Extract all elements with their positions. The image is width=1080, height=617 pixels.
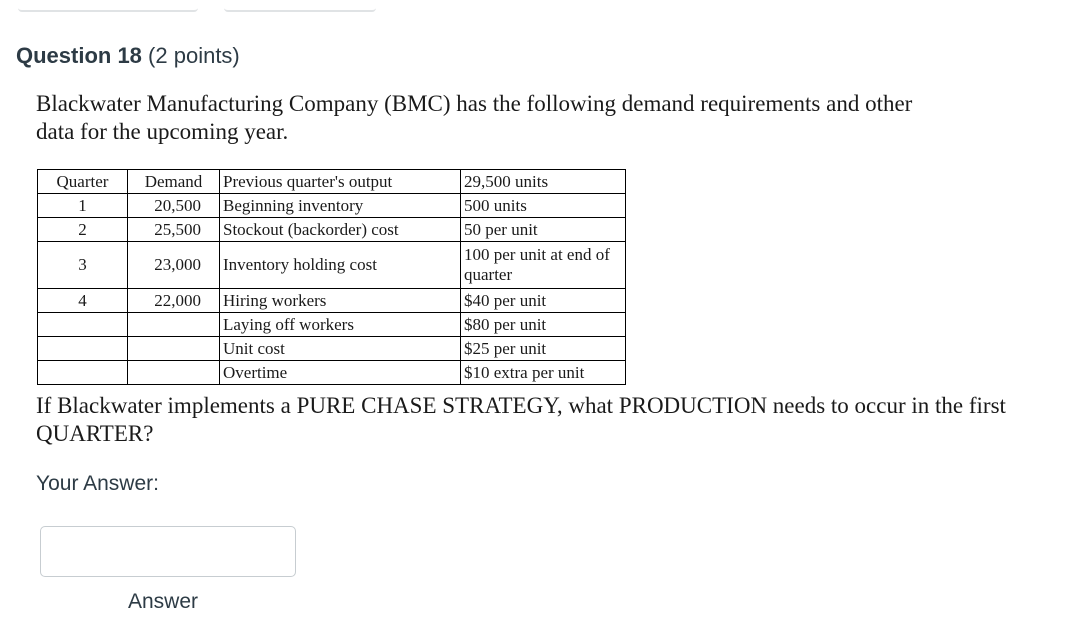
your-answer-label: Your Answer: [36, 472, 159, 495]
empty-cell [128, 361, 220, 385]
empty-cell [128, 337, 220, 361]
follow-up-question: If Blackwater implements a PURE CHASE STRATEGY, what PRODUCTION needs to occur in the first QUARTER? [36, 393, 1006, 446]
question-text: Blackwater Manufacturing Company (BMC) has the following demand requirements and other data for the upcoming year. [36, 91, 913, 144]
question-header [16, 43, 240, 69]
cost-label: Previous quarter's output [220, 170, 461, 194]
cost-label: Hiring workers [220, 289, 461, 313]
question-points: (2 points) [148, 43, 240, 68]
demand-cell: 22,000 [128, 289, 220, 313]
cost-label: Laying off workers [220, 313, 461, 337]
cost-value: $25 per unit [461, 337, 626, 361]
cost-value: 29,500 units [461, 170, 626, 194]
empty-cell [38, 361, 128, 385]
table-row [38, 194, 626, 218]
cost-label: Inventory holding cost [220, 242, 461, 289]
table-row [38, 289, 626, 313]
top-divider-left [18, 0, 198, 12]
cost-label: Overtime [220, 361, 461, 385]
empty-cell [128, 313, 220, 337]
demand-cell: 23,000 [128, 242, 220, 289]
table-row [38, 242, 626, 289]
quarter-cell: 2 [38, 218, 128, 242]
table-row [38, 313, 626, 337]
empty-cell [38, 313, 128, 337]
cost-label: Beginning inventory [220, 194, 461, 218]
answer-input[interactable] [40, 526, 296, 577]
answer-field-label: Answer [128, 590, 199, 613]
table-row [38, 170, 626, 194]
table-row [38, 361, 626, 385]
table-row [38, 218, 626, 242]
cost-value: 100 per unit at end of quarter [461, 242, 626, 289]
demand-header: Demand [128, 170, 220, 194]
cost-label: Stockout (backorder) cost [220, 218, 461, 242]
quarter-cell: 3 [38, 242, 128, 289]
empty-cell [38, 337, 128, 361]
demand-cell: 20,500 [128, 194, 220, 218]
cost-label: Unit cost [220, 337, 461, 361]
cost-value: $40 per unit [461, 289, 626, 313]
question-title: Question 18 [16, 43, 142, 68]
cost-value: 500 units [461, 194, 626, 218]
top-divider-right [224, 0, 376, 12]
quarter-cell: 1 [38, 194, 128, 218]
quarter-header: Quarter [38, 170, 128, 194]
table-row [38, 337, 626, 361]
cost-value: 50 per unit [461, 218, 626, 242]
cost-value: $10 extra per unit [461, 361, 626, 385]
quarter-cell: 4 [38, 289, 128, 313]
demand-cell: 25,500 [128, 218, 220, 242]
data-table [37, 169, 626, 385]
cost-value: $80 per unit [461, 313, 626, 337]
